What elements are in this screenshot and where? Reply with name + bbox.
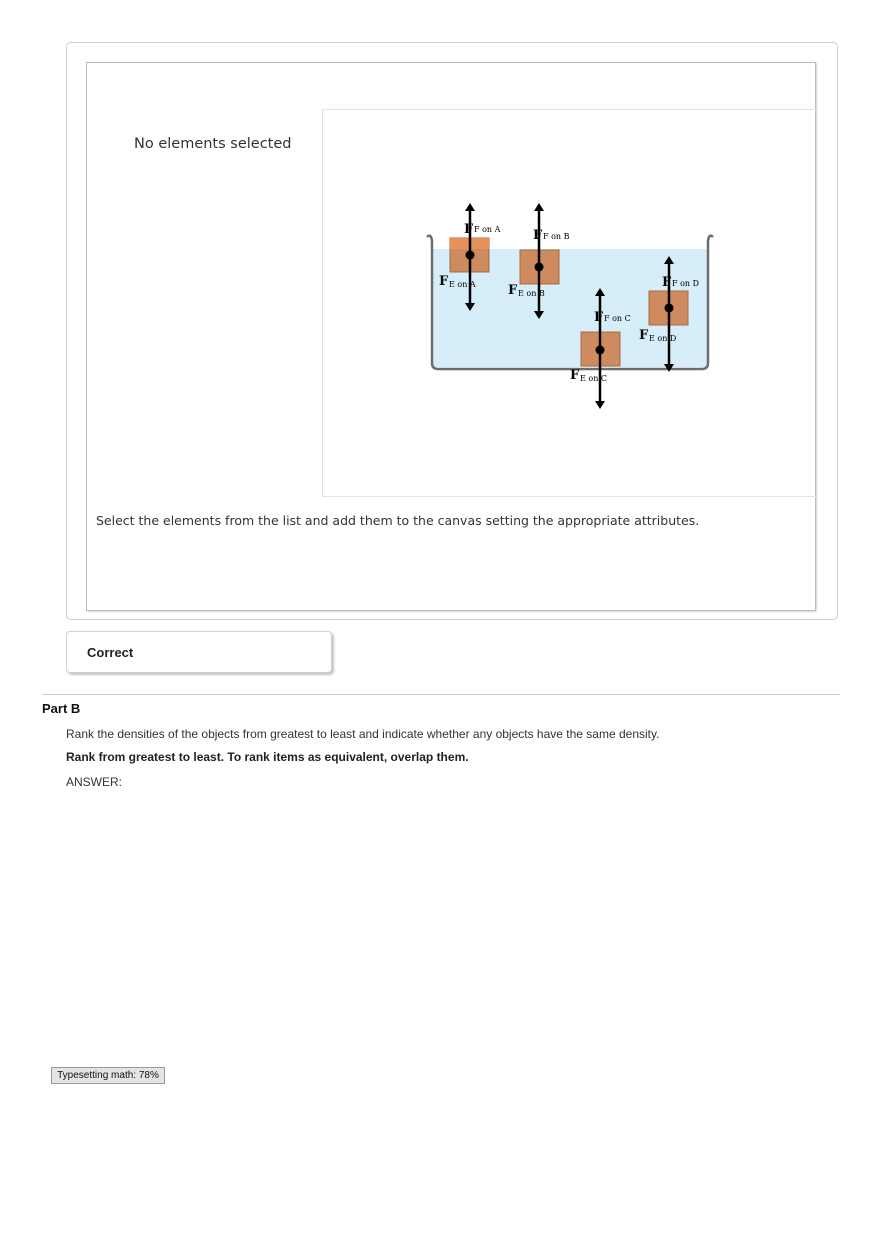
force-sub-down-d: E on D xyxy=(649,334,677,343)
force-label-up-d: F xyxy=(662,275,672,290)
part-title: Part B xyxy=(42,701,81,716)
force-sub-down-b: E on B xyxy=(518,289,545,298)
buoyancy-diagram xyxy=(322,109,816,419)
force-sub-up-b: F on B xyxy=(543,232,570,241)
rank-instruction: Rank from greatest to least. To rank items as equivalent, overlap them. xyxy=(66,750,469,764)
force-sub-up-d: F on D xyxy=(672,279,700,288)
feedback-label: Correct xyxy=(87,645,134,660)
force-sub-down-a: E on A xyxy=(449,280,476,289)
question-text: Rank the densities of the objects from greatest to least and indicate whether any objects have the same density. xyxy=(66,727,660,741)
force-sub-up-c: F on C xyxy=(604,314,631,323)
feedback-box xyxy=(66,631,332,673)
force-label-up-b: F xyxy=(533,228,543,243)
force-label-up-c: F xyxy=(594,310,604,325)
force-sub-up-a: F on A xyxy=(474,225,501,234)
answer-label: ANSWER: xyxy=(66,775,123,789)
selection-status: No elements selected xyxy=(134,136,292,152)
force-label-up-a: F xyxy=(464,222,474,237)
force-sub-down-c: E on C xyxy=(580,374,608,383)
force-label-down-b: F xyxy=(508,283,518,298)
part-divider xyxy=(42,694,840,695)
canvas-instruction: Select the elements from the list and add them to the canvas setting the appropriate attributes. xyxy=(96,513,700,528)
force-label-down-c: F xyxy=(570,368,580,383)
force-label-down-a: F xyxy=(439,274,449,289)
typesetting-status: Typesetting math: 78% xyxy=(51,1067,165,1084)
force-label-down-d: F xyxy=(639,328,649,343)
